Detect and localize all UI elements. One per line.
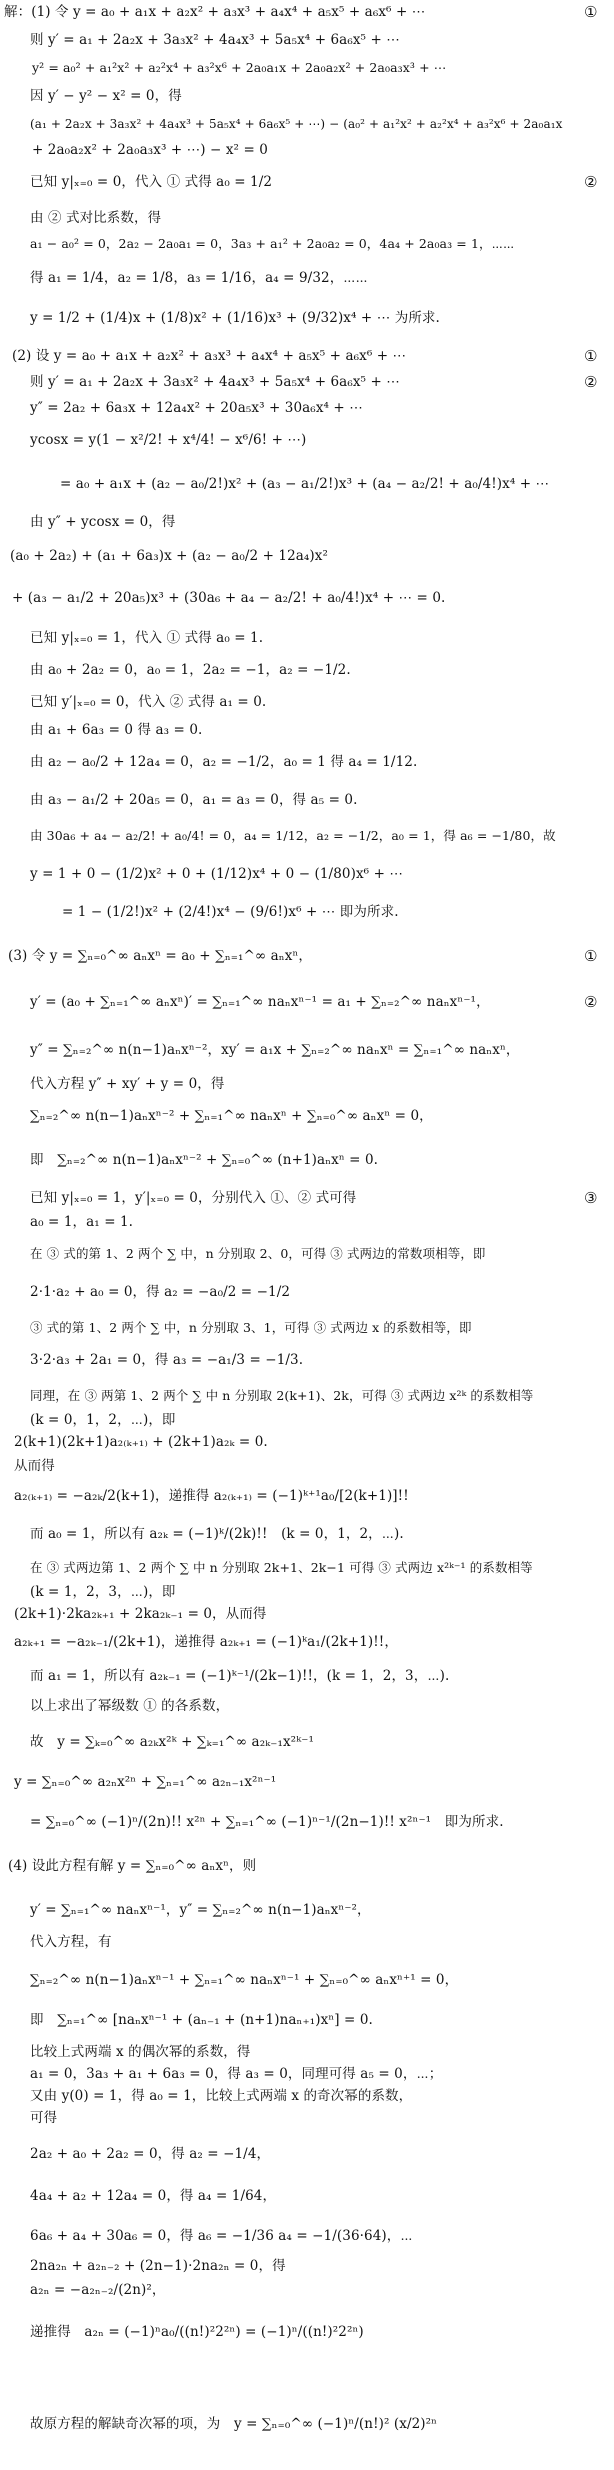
text-line: 已知 y′|ₓ₌₀ = 0，代入 ② 式得 a₁ = 0. — [30, 694, 267, 710]
text-line: 由 a₂ − a₀/2 + 12a₄ = 0，a₂ = −1/2，a₀ = 1 得 a₄ = 1/12. — [30, 754, 418, 770]
text-line: 故 y = ∑ₖ₌₀^∞ a₂ₖx²ᵏ + ∑ₖ₌₁^∞ a₂ₖ₋₁x²ᵏ⁻¹ — [30, 1734, 314, 1750]
text-line: 即 ∑ₙ₌₂^∞ n(n−1)aₙxⁿ⁻² + ∑ₙ₌₀^∞ (n+1)aₙxⁿ = 0. — [30, 1152, 379, 1168]
text-line: y″ = ∑ₙ₌₂^∞ n(n−1)aₙxⁿ⁻²，xy′ = a₁x + ∑ₙ₌₂^∞ naₙxⁿ = ∑ₙ₌₁^∞ naₙxⁿ， — [30, 1042, 520, 1058]
text-line: (k = 0，1，2，⋯)，即 — [30, 1412, 176, 1428]
text-line: y = ∑ₙ₌₀^∞ a₂ₙx²ⁿ + ∑ₙ₌₁^∞ a₂ₙ₋₁x²ⁿ⁻¹ — [14, 1774, 277, 1790]
text-line: 可得 — [30, 2110, 58, 2126]
text-line: ∑ₙ₌₂^∞ n(n−1)aₙxⁿ⁻² + ∑ₙ₌₁^∞ naₙxⁿ + ∑ₙ₌₀^∞ aₙxⁿ = 0， — [30, 1108, 433, 1124]
text-line: 已知 y|ₓ₌₀ = 1，y′|ₓ₌₀ = 0，分别代入 ①、② 式可得 — [30, 1190, 357, 1206]
text-line: (a₁ + 2a₂x + 3a₃x² + 4a₄x³ + 5a₅x⁴ + 6a₆x⁵ + ⋯) − (a₀² + a₁²x² + a₂²x⁴ + a₃²x⁶ + 2a₀a₁x — [30, 117, 563, 131]
text-line: y″ = 2a₂ + 6a₃x + 12a₄x² + 20a₅x³ + 30a₆x⁴ + ⋯ — [30, 400, 363, 416]
text-line: + 2a₀a₂x² + 2a₀a₃x³ + ⋯) − x² = 0 — [32, 142, 268, 158]
text-line: 由 30a₆ + a₄ − a₂/2! + a₀/4! = 0，a₄ = 1/12，a₂ = −1/2，a₀ = 1，得 a₆ = −1/80，故 — [30, 828, 556, 843]
text-line: (2) 设 y = a₀ + a₁x + a₂x² + a₃x³ + a₄x⁴ + a₅x⁵ + a₆x⁶ + ⋯ — [12, 348, 407, 364]
text-line: y = 1 + 0 − (1/2)x² + 0 + (1/12)x⁴ + 0 − (1/80)x⁶ + ⋯ — [30, 866, 403, 882]
text-line: a₂ₖ₊₁ = −a₂ₖ₋₁/(2k+1)，递推得 a₂ₖ₊₁ = (−1)ᵏa₁/(2k+1)!!， — [14, 1634, 398, 1650]
text-line: 由 ② 式对比系数，得 — [30, 210, 162, 226]
text-line: 由 a₀ + 2a₂ = 0，a₀ = 1，2a₂ = −1，a₂ = −1/2. — [30, 662, 351, 678]
text-line: 已知 y|ₓ₌₀ = 0，代入 ① 式得 a₀ = 1/2 — [30, 174, 273, 190]
text-line: (a₀ + 2a₂) + (a₁ + 6a₃)x + (a₂ − a₀/2 + 12a₄)x² — [10, 548, 329, 564]
text-line: 在 ③ 式两边第 1、2 两个 ∑ 中 n 分别取 2k+1、2k−1 可得 ③ 式两边 x²ᵏ⁻¹ 的系数相等 — [30, 1560, 533, 1575]
text-line: a₂ₙ = −a₂ₙ₋₂/(2n)²， — [30, 2282, 166, 2298]
text-line: = 1 − (1/2!)x² + (2/4!)x⁴ − (9/6!)x⁶ + ⋯ 即为所求. — [62, 904, 399, 920]
text-line: 因 y′ − y² − x² = 0，得 — [30, 88, 182, 104]
text-line: 代入方程 y″ + xy′ + y = 0，得 — [30, 1076, 225, 1092]
equation-marker: ② — [584, 373, 598, 391]
text-line: 由 a₃ − a₁/2 + 20a₅ = 0，a₁ = a₃ = 0，得 a₅ = 0. — [30, 792, 358, 808]
text-line: (4) 设此方程有解 y = ∑ₙ₌₀^∞ aₙxⁿ，则 — [8, 1858, 257, 1874]
text-line: 4a₄ + a₂ + 12a₄ = 0，得 a₄ = 1/64， — [30, 2188, 277, 2204]
text-line: a₀ = 1，a₁ = 1. — [30, 1214, 134, 1230]
text-line: y′ = (a₀ + ∑ₙ₌₁^∞ aₙxⁿ)′ = ∑ₙ₌₁^∞ naₙxⁿ⁻¹ = a₁ + ∑ₙ₌₂^∞ naₙxⁿ⁻¹， — [30, 994, 490, 1010]
text-line: y = 1/2 + (1/4)x + (1/8)x² + (1/16)x³ + (9/32)x⁴ + ⋯ 为所求. — [30, 310, 440, 326]
text-line: 已知 y|ₓ₌₀ = 1，代入 ① 式得 a₀ = 1. — [30, 630, 264, 646]
text-line: 则 y′ = a₁ + 2a₂x + 3a₃x² + 4a₄x³ + 5a₅x⁴ + 6a₆x⁵ + ⋯ — [30, 32, 400, 48]
text-line: = ∑ₙ₌₀^∞ (−1)ⁿ/(2n)!! x²ⁿ + ∑ₙ₌₁^∞ (−1)ⁿ⁻¹/(2n−1)!! x²ⁿ⁻¹ 即为所求. — [30, 1814, 504, 1830]
equation-marker: ② — [584, 173, 598, 191]
text-line: 从而得 — [14, 1458, 55, 1474]
text-line: 解：(1) 令 y = a₀ + a₁x + a₂x² + a₃x³ + a₄x⁴ + a₅x⁵ + a₆x⁶ + ⋯ — [4, 4, 426, 20]
text-line: 递推得 a₂ₙ = (−1)ⁿa₀/((n!)²2²ⁿ) = (−1)ⁿ/((n!)²2²ⁿ) — [30, 2324, 364, 2340]
text-line: 代入方程，有 — [30, 1934, 112, 1950]
equation-marker: ① — [584, 347, 598, 365]
text-line: a₂₍ₖ₊₁₎ = −a₂ₖ/2(k+1)，递推得 a₂₍ₖ₊₁₎ = (−1)ᵏ⁺¹a₀/[2(k+1)]!! — [14, 1488, 409, 1504]
text-line: ③ 式的第 1、2 两个 ∑ 中，n 分别取 3、1，可得 ③ 式两边 x 的系数相等，即 — [30, 1320, 472, 1335]
text-line: 在 ③ 式的第 1、2 两个 ∑ 中，n 分别取 2、0，可得 ③ 式两边的常数项相等，即 — [30, 1246, 486, 1261]
text-line: 2a₂ + a₀ + 2a₂ = 0，得 a₂ = −1/4， — [30, 2146, 271, 2162]
text-line: 2·1·a₂ + a₀ = 0，得 a₂ = −a₀/2 = −1/2 — [30, 1284, 291, 1300]
text-line: = a₀ + a₁x + (a₂ − a₀/2!)x² + (a₃ − a₁/2!)x³ + (a₄ − a₂/2! + a₀/4!)x⁴ + ⋯ — [60, 476, 550, 492]
text-line: 即 ∑ₙ₌₁^∞ [naₙxⁿ⁻¹ + (aₙ₋₁ + (n+1)naₙ₊₁)xⁿ] = 0. — [30, 2012, 373, 2028]
text-line: + (a₃ − a₁/2 + 20a₅)x³ + (30a₆ + a₄ − a₂/2! + a₀/4!)x⁴ + ⋯ = 0. — [12, 590, 446, 606]
text-line: 同理，在 ③ 两第 1、2 两个 ∑ 中 n 分别取 2(k+1)、2k，可得 ③ 式两边 x²ᵏ 的系数相等 — [30, 1388, 534, 1403]
equation-marker: ① — [584, 3, 598, 21]
text-line: y² = a₀² + a₁²x² + a₂²x⁴ + a₃²x⁶ + 2a₀a₁x + 2a₀a₂x² + 2a₀a₃x³ + ⋯ — [32, 60, 447, 75]
text-line: (2k+1)·2ka₂ₖ₊₁ + 2ka₂ₖ₋₁ = 0，从而得 — [14, 1606, 267, 1622]
text-line: (3) 令 y = ∑ₙ₌₀^∞ aₙxⁿ = a₀ + ∑ₙ₌₁^∞ aₙxⁿ， — [8, 948, 312, 964]
text-line: 6a₆ + a₄ + 30a₆ = 0，得 a₆ = −1/36 a₄ = −1/(36·64)，⋯ — [30, 2228, 413, 2244]
text-line: y′ = ∑ₙ₌₁^∞ naₙxⁿ⁻¹，y″ = ∑ₙ₌₂^∞ n(n−1)aₙxⁿ⁻²， — [30, 1902, 371, 1918]
text-line: 而 a₁ = 1，所以有 a₂ₖ₋₁ = (−1)ᵏ⁻¹/(2k−1)!!，(k = 1，2，3，⋯). — [30, 1668, 450, 1684]
text-line: (k = 1，2，3，⋯)，即 — [30, 1584, 176, 1600]
text-line: 3·2·a₃ + 2a₁ = 0，得 a₃ = −a₁/3 = −1/3. — [30, 1352, 304, 1368]
text-line: 得 a₁ = 1/4，a₂ = 1/8，a₃ = 1/16，a₄ = 9/32，⋯⋯ — [30, 270, 368, 286]
text-line: 由 y″ + ycosx = 0，得 — [30, 514, 176, 530]
text-line: 比较上式两端 x 的偶次幂的系数，得 — [30, 2044, 251, 2060]
text-line: 由 a₁ + 6a₃ = 0 得 a₃ = 0. — [30, 722, 203, 738]
text-line: a₁ = 0，3a₃ + a₁ + 6a₃ = 0，得 a₃ = 0，同理可得 a₅ = 0，⋯； — [30, 2066, 443, 2082]
text-line: 故原方程的解缺奇次幂的项，为 y = ∑ₙ₌₀^∞ (−1)ⁿ/(n!)² (x/2)²ⁿ — [30, 2416, 438, 2432]
text-line: 而 a₀ = 1，所以有 a₂ₖ = (−1)ᵏ/(2k)!! (k = 0，1，2，⋯). — [30, 1526, 404, 1542]
text-line: ycosx = y(1 − x²/2! + x⁴/4! − x⁶/6! + ⋯) — [30, 432, 307, 448]
equation-marker: ② — [584, 993, 598, 1011]
text-line: 2(k+1)(2k+1)a₂₍ₖ₊₁₎ + (2k+1)a₂ₖ = 0. — [14, 1434, 268, 1450]
text-line: 2na₂ₙ + a₂ₙ₋₂ + (2n−1)·2na₂ₙ = 0，得 — [30, 2258, 286, 2274]
equation-marker: ① — [584, 947, 598, 965]
text-line: a₁ − a₀² = 0，2a₂ − 2a₀a₁ = 0，3a₃ + a₁² + 2a₀a₂ = 0，4a₄ + 2a₀a₃ = 1，⋯⋯ — [30, 236, 515, 251]
text-line: 则 y′ = a₁ + 2a₂x + 3a₃x² + 4a₄x³ + 5a₅x⁴ + 6a₆x⁵ + ⋯ — [30, 374, 400, 390]
text-line: ∑ₙ₌₂^∞ n(n−1)aₙxⁿ⁻¹ + ∑ₙ₌₁^∞ naₙxⁿ⁻¹ + ∑ₙ₌₀^∞ aₙxⁿ⁺¹ = 0， — [30, 1972, 459, 1988]
text-line: 以上求出了幂级数 ① 的各系数， — [30, 1698, 230, 1714]
equation-marker: ③ — [584, 1189, 598, 1207]
text-line: 又由 y(0) = 1，得 a₀ = 1，比较上式两端 x 的奇次幂的系数， — [30, 2088, 413, 2104]
